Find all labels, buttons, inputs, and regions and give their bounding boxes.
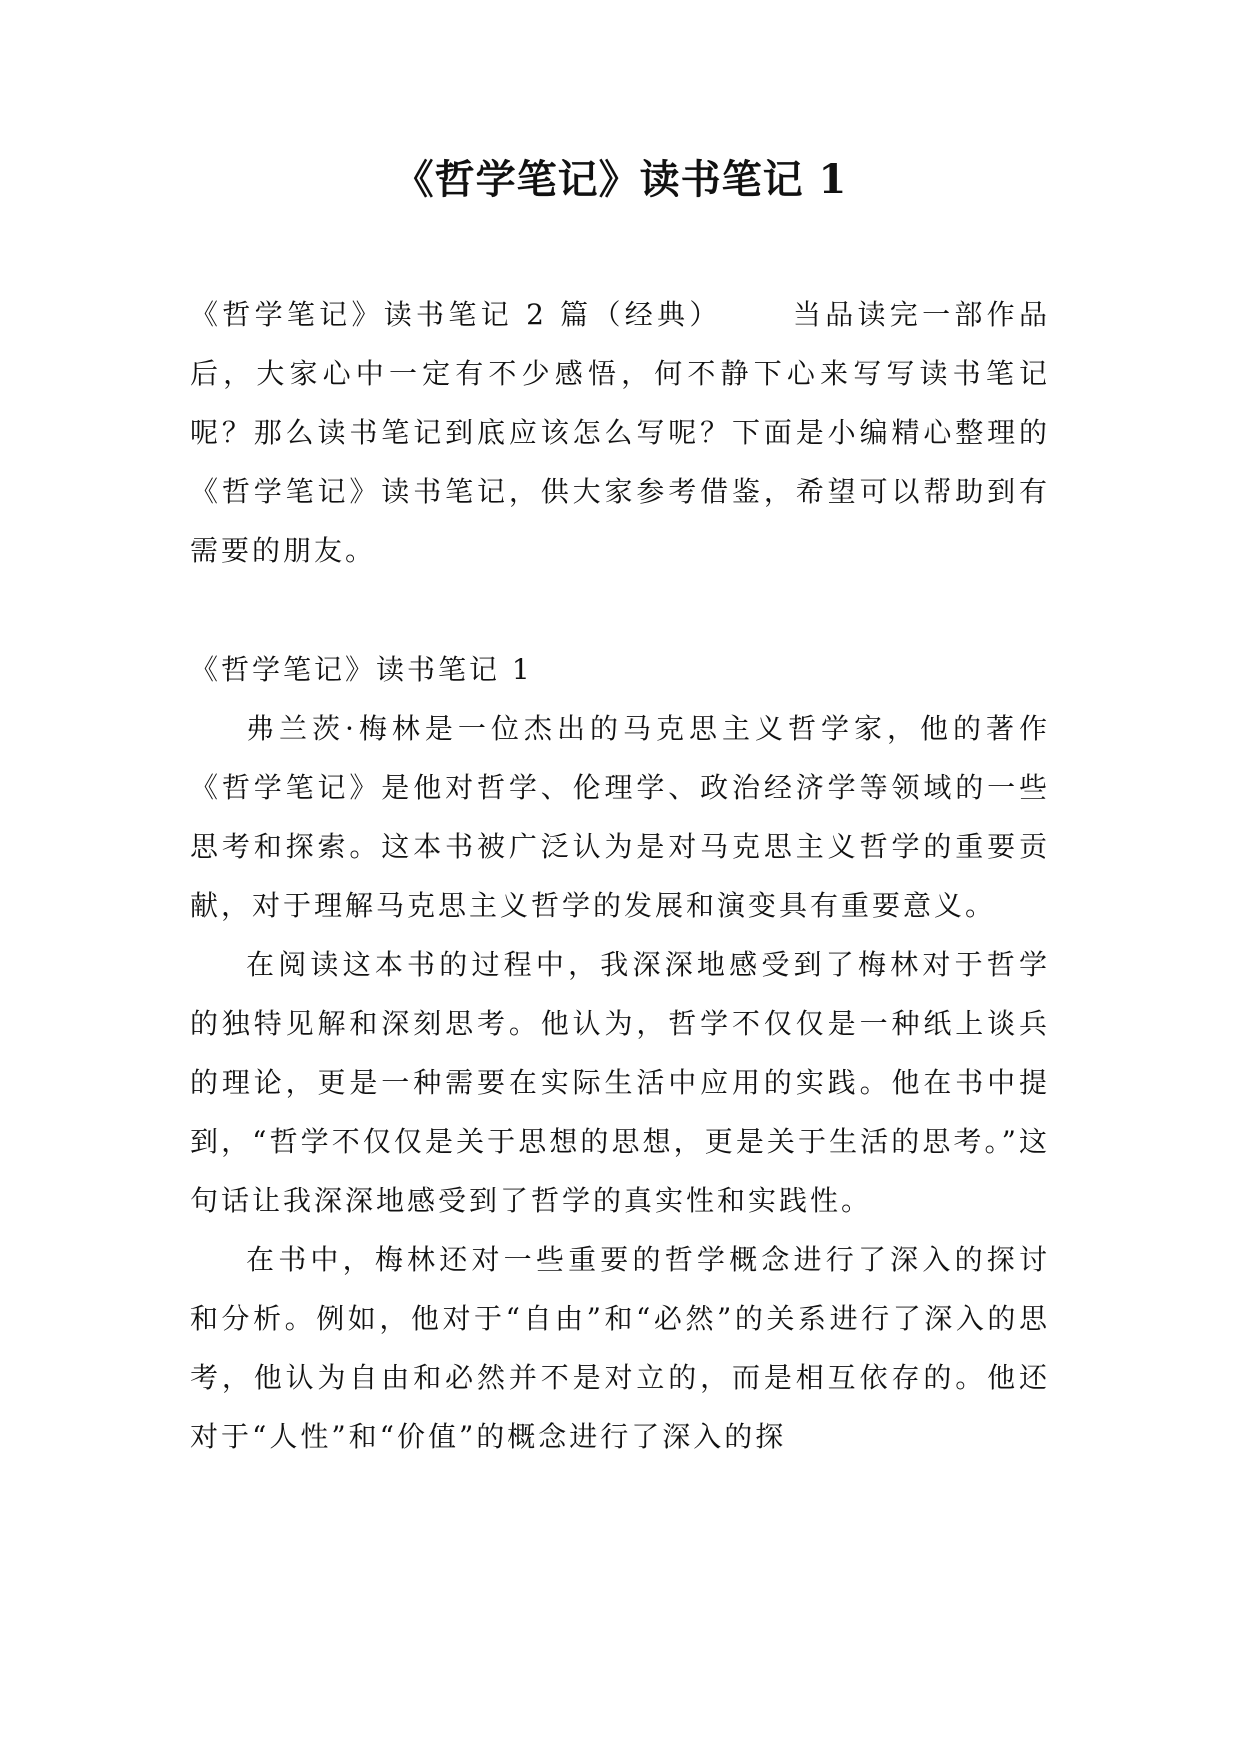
intro-text: 当品读完一部作品后，大家心中一定有不少感悟，何不静下心来写写读书笔记呢？那么读书笔记到底应该怎么写呢？下面是小编精心整理的《哲学笔记》读书笔记，供大家参考借鉴，希望可以帮助到有需要的朋友。 bbox=[190, 298, 1050, 567]
section-heading: 《哲学笔记》读书笔记 1 bbox=[190, 653, 533, 686]
document-body bbox=[190, 285, 1050, 1466]
body-paragraph-2: 在阅读这本书的过程中，我深深地感受到了梅林对于哲学的独特见解和深刻思考。他认为，哲学不仅仅是一种纸上谈兵的理论，更是一种需要在实际生活中应用的实践。他在书中提到，“哲学不仅仅是关于思想的思想，更是关于生活的思考。”这句话让我深深地感受到了哲学的真实性和实践性。 bbox=[190, 948, 1050, 1217]
intro-paragraph bbox=[190, 285, 1050, 580]
body-paragraph-1: 弗兰茨·梅林是一位杰出的马克思主义哲学家，他的著作《哲学笔记》是他对哲学、伦理学、政治经济学等领域的一些思考和探索。这本书被广泛认为是对马克思主义哲学的重要贡献，对于理解马克思主义哲学的发展和演变具有重要意义。 bbox=[190, 712, 1050, 922]
document-title: 《哲学笔记》读书笔记 1 bbox=[393, 156, 848, 203]
body-paragraph-3: 在书中，梅林还对一些重要的哲学概念进行了深入的探讨和分析。例如，他对于“自由”和“必然”的关系进行了深入的思考，他认为自由和必然并不是对立的，而是相互依存的。他还对于“人性”和“价值”的概念进行了深入的探 bbox=[190, 1243, 1050, 1453]
intro-lead: 《哲学笔记》读书笔记 2 篇（经典） bbox=[190, 298, 722, 331]
